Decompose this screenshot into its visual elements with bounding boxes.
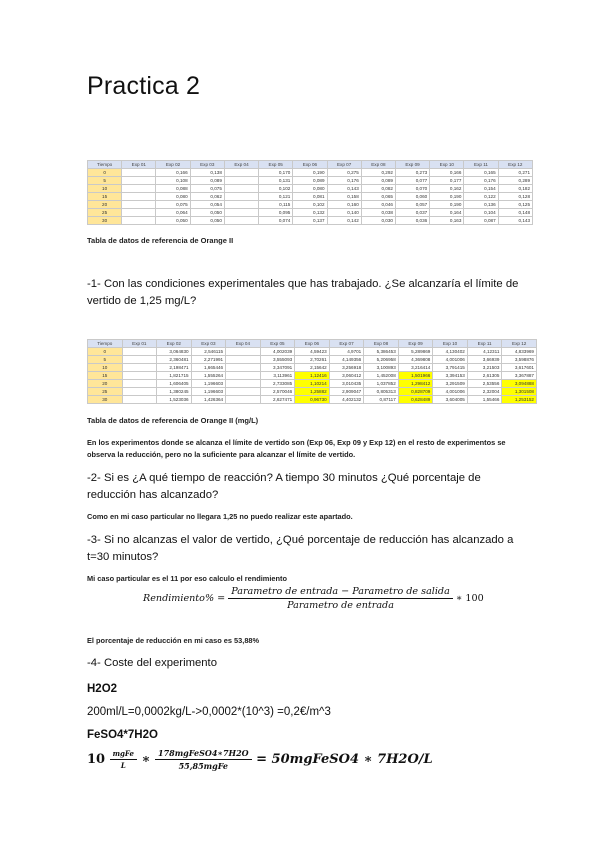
table-cell xyxy=(122,364,157,372)
answer-paragraph-1: En los experimentos donde se alcanza el límite de vertido son (Exp 06, Exp 09 y Exp 12) en el resto de experimentos se observa la reducción, pero no la suficiente para alcanzar el límite de vertido. xyxy=(87,438,506,459)
table-cell: 0,154 xyxy=(464,185,498,193)
table-cell: 0,122 xyxy=(464,193,498,201)
table-cell: 0,176 xyxy=(464,177,498,185)
formula-lhs: Rendimiento% = xyxy=(143,593,226,604)
table-cell: 0,095 xyxy=(259,209,293,217)
table-cell: 0,163 xyxy=(430,217,464,225)
time-cell: 15 xyxy=(88,372,123,380)
table-cell: 4,369808 xyxy=(398,356,433,364)
table-caption-1: Tabla de datos de referencia de Orange II xyxy=(87,236,234,245)
reference-data-table-absorbance xyxy=(87,160,533,225)
table-cell xyxy=(224,209,258,217)
table-cell: 0,037 xyxy=(395,209,429,217)
table-cell: 1,301508 xyxy=(502,388,537,396)
table-cell xyxy=(224,169,258,177)
table-cell: 1,55466 xyxy=(467,396,502,404)
question-1: -1- Con las condiciones experimentales que has trabajado. ¿Se alcanzaría el límite de vertido de 1,25 mg/L? xyxy=(87,278,519,307)
table-cell: 4,002039 xyxy=(260,348,295,356)
table-cell xyxy=(122,356,157,364)
column-header: Exp 07 xyxy=(327,161,361,169)
table-cell: 0,143 xyxy=(327,185,361,193)
table-cell: 0,070 xyxy=(395,185,429,193)
table-cell: 4,59423 xyxy=(295,348,330,356)
column-header: Exp 10 xyxy=(433,340,468,348)
table-cell: 0,089 xyxy=(190,177,224,185)
time-cell: 30 xyxy=(88,217,122,225)
table-cell: 0,805313 xyxy=(364,388,399,396)
table-cell: 0,089 xyxy=(293,177,327,185)
table-row xyxy=(88,356,537,364)
table-cell: 0,082 xyxy=(361,185,395,193)
h2o2-heading: H2O2 xyxy=(87,683,118,695)
table-row xyxy=(88,348,537,356)
formula-fraction xyxy=(228,586,453,611)
column-header: Exp 09 xyxy=(398,340,433,348)
page-title: Practica 2 xyxy=(87,72,201,100)
formula-denominator: Parametro de entrada xyxy=(287,600,394,611)
table-cell: 0,273 xyxy=(395,169,429,177)
column-header: Exp 08 xyxy=(364,340,399,348)
table-cell: 0,081 xyxy=(293,193,327,201)
column-header: Exp 05 xyxy=(259,161,293,169)
table-cell: 0,065 xyxy=(361,193,395,201)
table-cell: 4,9701 xyxy=(329,348,364,356)
table-cell: 0,115 xyxy=(259,201,293,209)
table-cell xyxy=(122,396,157,404)
table-cell xyxy=(122,185,156,193)
table-cell xyxy=(122,348,157,356)
table-cell xyxy=(226,396,261,404)
table-cell: 1,253152 xyxy=(502,396,537,404)
table-cell: 0,87117 xyxy=(364,396,399,404)
table-row xyxy=(88,396,537,404)
table-cell: 0,143 xyxy=(498,217,532,225)
table-cell: 0,057 xyxy=(395,201,429,209)
table-cell: 0,275 xyxy=(327,169,361,177)
table-cell: 1,196603 xyxy=(191,388,226,396)
table-cell: 0,190 xyxy=(430,193,464,201)
table-cell: 0,136 xyxy=(464,201,498,209)
time-cell: 10 xyxy=(88,364,123,372)
column-header: Exp 05 xyxy=(260,340,295,348)
table-cell: 0,166 xyxy=(430,169,464,177)
table-row xyxy=(88,372,537,380)
table-cell: 0,046 xyxy=(361,201,395,209)
column-header: Exp 10 xyxy=(430,161,464,169)
formula2-frac1-numerator: mgFe xyxy=(110,749,137,760)
table-cell: 0,271 xyxy=(498,169,532,177)
table-cell: 3,791415 xyxy=(433,364,468,372)
table-cell: 0,140 xyxy=(327,209,361,217)
formula-numerator: Parametro de entrada − Parametro de salida xyxy=(228,586,453,599)
table-cell: 0,164 xyxy=(430,209,464,217)
table-cell xyxy=(224,217,258,225)
question-4: -4- Coste del experimento xyxy=(87,657,217,669)
table-row xyxy=(88,193,533,201)
table-cell: 3,064830 xyxy=(157,348,192,356)
table-cell: 3,256918 xyxy=(329,364,364,372)
table-cell: 0,050 xyxy=(190,217,224,225)
table-cell: 2,570046 xyxy=(260,388,295,396)
formula2-operator: ∗ xyxy=(141,752,151,767)
table-cell: 0,176 xyxy=(327,177,361,185)
table-cell: 2,909047 xyxy=(329,388,364,396)
formula2-fraction-2 xyxy=(155,748,252,771)
table-cell: 0,104 xyxy=(464,209,498,217)
table-cell xyxy=(226,364,261,372)
time-cell: 30 xyxy=(88,396,123,404)
formula2-frac2-numerator: 178mgFeSO4∗7H2O xyxy=(155,748,252,760)
table-cell xyxy=(122,372,157,380)
table-cell xyxy=(122,177,156,185)
time-cell: 5 xyxy=(88,356,123,364)
table-cell: 5,206958 xyxy=(364,356,399,364)
table-cell: 0,137 xyxy=(293,217,327,225)
table-cell: 0,121 xyxy=(259,193,293,201)
table-cell: 0,080 xyxy=(156,193,190,201)
table-row xyxy=(88,185,533,193)
column-header: Exp 11 xyxy=(464,161,498,169)
table-cell: 1,196603 xyxy=(191,380,226,388)
column-header: Exp 12 xyxy=(498,161,532,169)
table-cell: 0,050 xyxy=(190,209,224,217)
table-row xyxy=(88,380,537,388)
formula-rhs: ∗ 100 xyxy=(455,593,484,604)
table-cell: 0,088 xyxy=(156,185,190,193)
table-cell: 0,177 xyxy=(430,177,464,185)
table-cell: 2,32004 xyxy=(467,388,502,396)
table-caption-2: Tabla de datos de referencia de Orange II (mg/L) xyxy=(87,416,259,425)
table-cell: 0,108 xyxy=(156,177,190,185)
column-header: Exp 01 xyxy=(122,161,156,169)
table-cell: 0,160 xyxy=(327,201,361,209)
table-cell: 0,089 xyxy=(361,177,395,185)
table-cell: 5,386453 xyxy=(364,348,399,356)
column-header: Exp 03 xyxy=(191,340,226,348)
table-cell: 0,102 xyxy=(293,201,327,209)
table-cell: 4,130402 xyxy=(433,348,468,356)
table-cell: 3,291509 xyxy=(433,380,468,388)
table-cell: 0,131 xyxy=(259,177,293,185)
table-cell: 2,15642 xyxy=(295,364,330,372)
table-cell: 4,149356 xyxy=(329,356,364,364)
table-cell xyxy=(226,356,261,364)
column-header: Exp 03 xyxy=(190,161,224,169)
table-cell: 4,402132 xyxy=(329,396,364,404)
table-cell xyxy=(122,193,156,201)
table-cell: 2,733085 xyxy=(260,380,295,388)
table-cell xyxy=(122,388,157,396)
table-cell: 0,165 xyxy=(464,169,498,177)
table-cell xyxy=(122,380,157,388)
table-cell: 0,074 xyxy=(259,217,293,225)
table-cell: 0,96730 xyxy=(295,396,330,404)
table-row xyxy=(88,201,533,209)
table-header-row xyxy=(88,161,533,169)
table-cell: 3,094888 xyxy=(502,380,537,388)
formula2-result: = 50mgFeSO4 ∗ 7H2O/L xyxy=(256,752,433,767)
table-cell: 3,060412 xyxy=(329,372,364,380)
feso4-formula xyxy=(87,748,433,771)
table-cell: 0,138 xyxy=(190,169,224,177)
time-cell: 15 xyxy=(88,193,122,201)
column-header: Exp 11 xyxy=(467,340,502,348)
table-cell: 0,087 xyxy=(464,217,498,225)
table-cell: 1,501966 xyxy=(398,372,433,380)
table-cell: 3,100893 xyxy=(364,364,399,372)
table-cell: 4,833969 xyxy=(502,348,537,356)
time-cell: 5 xyxy=(88,177,122,185)
table-cell: 1,665446 xyxy=(191,364,226,372)
table-cell: 1,555264 xyxy=(191,372,226,380)
table-cell xyxy=(226,388,261,396)
table-cell: 0,158 xyxy=(327,193,361,201)
column-header: Exp 02 xyxy=(156,161,190,169)
column-header: Exp 07 xyxy=(329,340,364,348)
table-cell: 1,426364 xyxy=(191,396,226,404)
table-cell: 3,367887 xyxy=(502,372,537,380)
table-row xyxy=(88,364,537,372)
column-header: Exp 12 xyxy=(502,340,537,348)
answer-paragraph-3: Mi caso particular es el 11 por eso calculo el rendimiento xyxy=(87,574,288,583)
table-cell: 3,598876 xyxy=(502,356,537,364)
answer-paragraph-2: Como en mi caso particular no llegara 1,25 no puedo realizar este apartado. xyxy=(87,512,353,521)
table-row xyxy=(88,177,533,185)
table-cell: 3,010435 xyxy=(329,380,364,388)
table-cell: 3,555093 xyxy=(260,356,295,364)
formula2-frac1-denominator: L xyxy=(120,761,126,770)
table-cell xyxy=(224,201,258,209)
table-cell: 0,075 xyxy=(156,201,190,209)
table-cell: 3,617601 xyxy=(502,364,537,372)
table-cell: 3,604005 xyxy=(433,396,468,404)
table-cell: 0,162 xyxy=(430,185,464,193)
table-cell: 4,12311 xyxy=(467,348,502,356)
table-cell: 2,198471 xyxy=(157,364,192,372)
table-cell: 0,292 xyxy=(361,169,395,177)
table-cell: 0,075 xyxy=(190,185,224,193)
table-cell: 1,380245 xyxy=(157,388,192,396)
feso4-heading: FeSO4*7H2O xyxy=(87,729,158,741)
table-cell: 0,050 xyxy=(156,217,190,225)
table-cell: 5,289869 xyxy=(398,348,433,356)
time-cell: 20 xyxy=(88,201,122,209)
table-cell: 4,001006 xyxy=(433,356,468,364)
table-cell: 1,606405 xyxy=(157,380,192,388)
table-cell: 1,10214 xyxy=(295,380,330,388)
table-cell: 0,036 xyxy=(395,217,429,225)
table-cell: 0,030 xyxy=(361,217,395,225)
formula2-frac2-denominator: 55,85mgFe xyxy=(178,761,229,771)
table-cell: 1,821715 xyxy=(157,372,192,380)
table-cell: 0,132 xyxy=(293,209,327,217)
table-cell xyxy=(224,177,258,185)
table-cell: 3,21503 xyxy=(467,364,502,372)
table-cell xyxy=(226,372,261,380)
question-3: -3- Si no alcanzas el valor de vertido, ¿Qué porcentaje de reducción has alcanzado a t=30 minutos? xyxy=(87,534,514,563)
table-cell: 0,080 xyxy=(293,185,327,193)
table-cell: 2,53556 xyxy=(467,380,502,388)
table-cell: 0,064 xyxy=(156,209,190,217)
table-cell: 3,216414 xyxy=(398,364,433,372)
formula2-coefficient: 10 xyxy=(87,752,106,767)
table-cell: 0,142 xyxy=(327,217,361,225)
table-cell: 2,271991 xyxy=(191,356,226,364)
table-row xyxy=(88,209,533,217)
table-cell xyxy=(226,348,261,356)
table-cell: 0,054 xyxy=(190,201,224,209)
table-cell: 0,125 xyxy=(498,201,532,209)
table-cell: 0,166 xyxy=(156,169,190,177)
table-cell xyxy=(226,380,261,388)
table-cell: 0,060 xyxy=(395,193,429,201)
table-row xyxy=(88,169,533,177)
h2o2-cost-line: 200ml/L=0,0002kg/L->0,0002*(10^3) =0,2€/m^3 xyxy=(87,706,331,718)
column-header: Exp 09 xyxy=(395,161,429,169)
column-header: Exp 02 xyxy=(157,340,192,348)
table-cell: 3,394153 xyxy=(433,372,468,380)
reference-data-table-concentration xyxy=(87,339,537,404)
table-cell: 0,077 xyxy=(395,177,429,185)
table-cell xyxy=(224,185,258,193)
column-header: Tiempo xyxy=(88,161,122,169)
column-header: Exp 04 xyxy=(226,340,261,348)
table-cell: 1,037852 xyxy=(364,380,399,388)
table-cell: 0,062 xyxy=(190,193,224,201)
table-cell: 0,190 xyxy=(430,201,464,209)
table-cell: 1,12416 xyxy=(295,372,330,380)
time-cell: 25 xyxy=(88,209,122,217)
table-cell: 1,452008 xyxy=(364,372,399,380)
table-cell: 0,828709 xyxy=(398,388,433,396)
table-cell: 0,038 xyxy=(361,209,395,217)
table-cell xyxy=(122,209,156,217)
table-cell xyxy=(224,193,258,201)
time-cell: 0 xyxy=(88,348,123,356)
table-row xyxy=(88,217,533,225)
table-cell: 2,61305 xyxy=(467,372,502,380)
table-cell: 2,627471 xyxy=(260,396,295,404)
table-cell: 0,128 xyxy=(498,193,532,201)
time-cell: 20 xyxy=(88,380,123,388)
column-header: Exp 06 xyxy=(295,340,330,348)
table-cell: 2,360481 xyxy=(157,356,192,364)
table-cell: 1,298412 xyxy=(398,380,433,388)
table-cell xyxy=(122,201,156,209)
table-cell xyxy=(122,169,156,177)
column-header: Exp 06 xyxy=(293,161,327,169)
time-cell: 25 xyxy=(88,388,123,396)
column-header: Exp 04 xyxy=(224,161,258,169)
table-cell: 3,66939 xyxy=(467,356,502,364)
question-2: -2- Si es ¿A qué tiempo de reacción? A tiempo 30 minutos ¿Qué porcentaje de reducción has alcanzado? xyxy=(87,472,481,501)
table-cell: 0,170 xyxy=(259,169,293,177)
table-header-row xyxy=(88,340,537,348)
table-cell xyxy=(122,217,156,225)
column-header: Exp 08 xyxy=(361,161,395,169)
table-row xyxy=(88,388,537,396)
table-cell: 2,546115 xyxy=(191,348,226,356)
table-cell: 0,190 xyxy=(293,169,327,177)
table-cell: 3,347091 xyxy=(260,364,295,372)
table-cell: 1,523036 xyxy=(157,396,192,404)
table-cell: 0,182 xyxy=(498,185,532,193)
table-cell: 4,001006 xyxy=(433,388,468,396)
formula2-fraction-1 xyxy=(110,749,137,770)
table-cell: 0,628489 xyxy=(398,396,433,404)
time-cell: 10 xyxy=(88,185,122,193)
answer-paragraph-4: El porcentaje de reducción en mi caso es 53,88% xyxy=(87,636,260,645)
time-cell: 0 xyxy=(88,169,122,177)
table-cell: 1,25882 xyxy=(295,388,330,396)
table-cell: 3,113961 xyxy=(260,372,295,380)
table-cell: 2,70261 xyxy=(295,356,330,364)
table-cell: 0,102 xyxy=(259,185,293,193)
column-header: Exp 01 xyxy=(122,340,157,348)
column-header: Tiempo xyxy=(88,340,123,348)
table-cell: 0,148 xyxy=(498,209,532,217)
table-cell: 0,289 xyxy=(498,177,532,185)
performance-formula xyxy=(143,586,484,611)
